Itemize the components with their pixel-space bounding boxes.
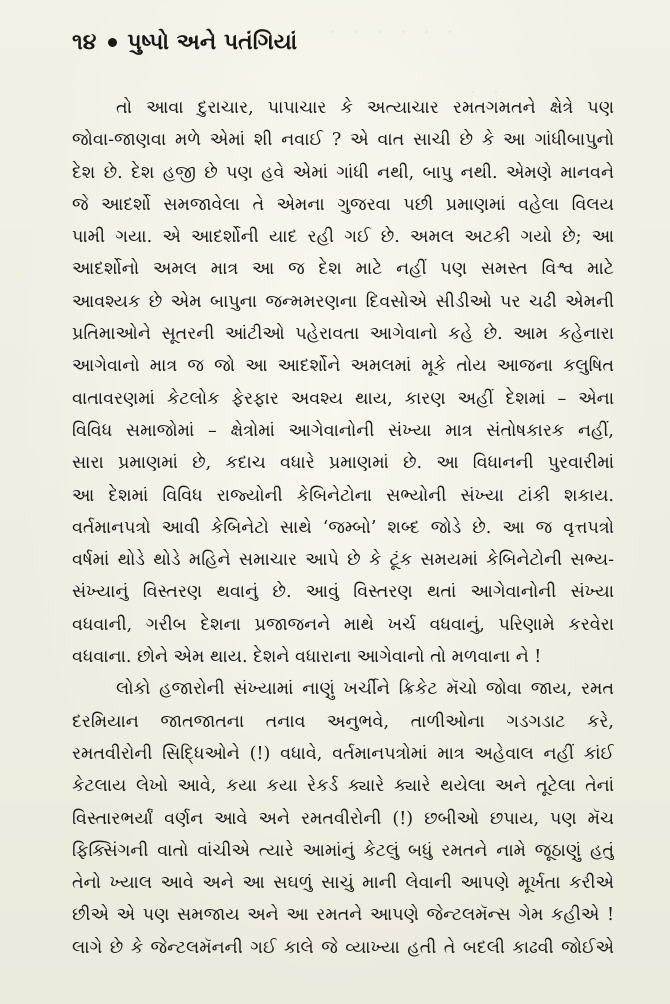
text-line: જોવા-જાણવા મળે એમાં શી નવાઈ ? એ વાત સાચી છે કે આ ગાંધીબાપુનો: [72, 130, 614, 151]
text-line: આગેવાનો માત્ર જ જો આ આદર્શોને અમલમાં મૂકે તોય આજના કલુષિત: [72, 356, 614, 377]
text-line: વર્તમાનપત્રો આવી કેબિનેટો સાથે ‘જમ્બો’ શબ્દ જોડે છે. આ જ વૃત્તપત્રો: [72, 517, 614, 538]
text-line: જે આદર્શો સમજાવેલા તે એમના ગુજરવા પછી પ્રમાણમાં વહેલા વિલય: [72, 194, 614, 215]
bullet-dot-icon: [108, 38, 117, 47]
text-line: આવશ્યક છે એમ બાપુના જન્મમરણના દિવસોએ સીડીઓ પર ચઢી એમની: [72, 291, 614, 312]
bleed-through-text: · · · · · ·: [330, 22, 459, 43]
text-line: પામી ગયા. એ આદર્શોની યાદ રહી ગઈ છે. અમલ અટકી ગયો છે; આ: [72, 227, 614, 248]
text-line: દેશ છે. દેશ હજી છે પણ હવે એમાં ગાંધી નથી, બાપુ નથી. એમણે માનવને: [72, 162, 614, 183]
running-header: [72, 30, 297, 55]
text-line: વધવાના. છોને એમ થાય. દેશને વધારાના આગેવાનો તો મળવાના ને !: [72, 647, 542, 668]
text-line: સારા પ્રમાણમાં છે, કદાચ વધારે પ્રમાણમાં છે. આ વિધાનની પુરવારીમાં: [72, 453, 614, 474]
text-line: વર્ષમાં થોડે થોડે મહિને સમાચાર આપે છે કે ટૂંક સમયમાં કેબિનેટોની સભ્ય-: [72, 550, 614, 571]
text-line: તો આવા દુરાચાર, પાપાચાર કે અત્યાચાર રમતગમતને ક્ષેત્રે પણ: [116, 98, 614, 118]
body-text: [72, 92, 614, 964]
bleed-through-text: · ·: [470, 82, 506, 103]
text-line: લાગે છે કે જેન્ટલમૅનની ગઈ કાલે જે વ્યાખ્યા હતી તે બદલી કાઢવી જોઈએ: [72, 937, 614, 958]
text-line: વિસ્તારભર્યાં વર્ણન આવે અને રમતવીરોની (!) છબીઓ છપાય, પણ મૅચ: [72, 808, 614, 829]
text-line: લોકો હજારોની સંખ્યામાં નાણું ખર્ચીને ક્રિકેટ મૅચો જોવા જાય, રમત: [116, 679, 614, 700]
text-line: રમતવીરોની સિદ્ધિઓને (!) વધાવે, વર્તમાનપત્રોમાં માત્ર અહેવાલ નહીં કાંઈ: [72, 743, 614, 764]
text-line: ફિક્સિંગની વાતો વાંચીએ ત્યારે આમાંનું કેટલું બધું રમતને નામે જૂઠાણું હતું: [72, 840, 614, 861]
text-line: દરમિયાન જાતજાતના તનાવ અનુભવે, તાળીઓના ગડગડાટ કરે,: [72, 711, 614, 732]
book-title: પુષ્પો અને પતંગિયાં: [127, 30, 298, 55]
text-line: તેનો ખ્યાલ આવે અને આ સઘળું સાચું માની લેવાની આપણે મૂર્ખતા કરીએ: [72, 873, 614, 894]
paragraph-1: [72, 92, 614, 673]
paragraph-2: [72, 673, 614, 964]
text-line: વિવિધ સમાજોમાં – ક્ષેત્રોમાં આગેવાનોની સંખ્યા માત્ર સંતોષકારક નહીં,: [72, 420, 614, 441]
text-line: વધવાની, ગરીબ દેશના પ્રજાજનને માથે ખર્ચ વધવાનું, પરિણામે કરવેરા: [72, 614, 614, 635]
text-line: આદર્શોનો અમલ માત્ર આ જ દેશ માટે નહીં પણ સમસ્ત વિશ્વ માટે: [72, 259, 614, 280]
text-line: પ્રતિમાઓને સૂતરની આંટીઓ પહેરાવતા આગેવાનો કહે છે. આમ કહેનારા: [72, 324, 614, 345]
text-line: સંખ્યાનું વિસ્તરણ થવાનું છે. આવું વિસ્તરણ થતાં આગેવાનોની સંખ્યા: [72, 582, 614, 603]
text-line: છીએ એ પણ સમજાય અને આ રમતને આપણે જેન્ટલમૅન્સ ગેમ કહીએ !: [72, 905, 614, 926]
page-number: ૧૪: [72, 30, 97, 55]
text-line: કેટલાય લેખો આવે, કયા કયા રેકર્ડ ક્યારે ક્યારે થયેલા અને તૂટેલા તેનાં: [72, 776, 614, 797]
text-line: વાતાવરણમાં કેટલોક ફેરફાર અવશ્ય થાય, કારણ અહીં દેશમાં – એના: [72, 388, 614, 409]
text-line: આ દેશમાં વિવિધ રાજ્યોની કેબિનેટોના સભ્યોની સંખ્યા ટાંકી શકાય.: [72, 485, 614, 506]
